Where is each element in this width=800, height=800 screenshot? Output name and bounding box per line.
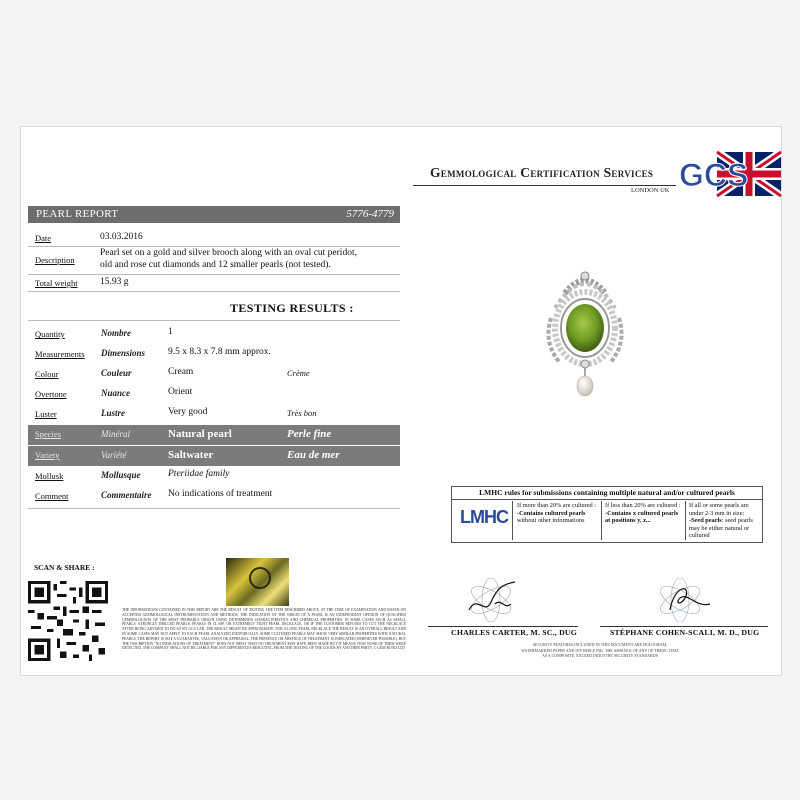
security-note: SECURITY FEATURES INCLUDED IN THIS DOCUMENT ARE HOLOGRAM, WATERMARKED PAPER AND INVISIBLE INK. THE ABSENCE OF ANY OF THESE, THAT AS A COMPOSITE, EXCEED INDUSTRY SECURITY STANDARDS [521,642,679,658]
lmhc-logo-text: LMHC [460,507,508,527]
row-divider [28,508,400,509]
signature-left [455,574,535,624]
report-title: PEARL REPORT [36,208,119,220]
mollusk-label: Mollusk [35,471,64,481]
overtone-label: Overtone [35,389,67,399]
row-divider [28,246,400,247]
quantity-fr-label: Nombre [101,328,131,338]
lmhc-col-3 [686,501,762,540]
signatory-right: STÉPHANE COHEN-SCALI, M. D., DUG [610,628,760,637]
lmhc-col1-condition: If more than 20% are cultured : [517,502,597,509]
measurements-value: 9.5 x 8.3 x 7.8 mm approx. [168,347,271,357]
date-value: 03.03.2016 [100,232,143,242]
colour-value-fr: Crème [287,368,310,378]
luster-value: Very good [168,407,208,417]
qr-code[interactable] [28,581,108,661]
luster-label: Luster [35,409,57,419]
description-line-1: Pearl set on a gold and silver brooch along with an oval cut peridot, [100,248,357,258]
species-fr-label: Minéral [101,429,130,439]
lmhc-col1-result: -Contains cultured pearls [517,509,586,517]
report-header-bar [28,206,400,223]
comment-label: Comment [35,491,69,501]
variety-value-fr: Eau de mer [287,449,340,461]
disclaimer-text: THE INFORMATIONS CONTAINED IN THIS REPORT ARE THE RESULT OF TESTING THE ITEM DESCRIBED ABOVE, AT THE TIME OF EXAMINATION AND BASED ON ACCEPTED GEMMOLOGICAL INSTRUMENTATION AND METHODS. THE INDICATION OF THE ORIGIN OF A PEARL IS AN INDEPENDENT OPINION OF QUALIFIED GEMMOLOGISTS OF THE MOST PROBABLE ORIGIN USING DETERMINED CHARACTERISTICS AND CHEMICAL PROPERTIES. IN SOME CASES SUCH AS SMALL PEARLS, STRONGLY DRILLED PEARLS, PEARLS IN CLASP, OR EXTREMELY TIGHT PEARL NECKLACE, OR IF THE CUSTOMER REFUSES TO CUT THE NECKLACE AFTER BEING ADVISED TO DO SO BY GCS LAB, THE RESULT MIGHT BE APPROXIMATE. FOR A LONG PEARL NECKLACE THE RESULT IS AN OVERALL RESULT AND IN SOME CASES MAY NOT APPLY TO EACH PEARL ANALYZED INDIVIDUALLY. SOME CULTURED PEARLS MAY SHOW VERY SIMILAR PROPERTIES WITH NATURAL PEARLS. THE REPORT IS NOT A GUARANTEE, VALUATION OR APPRAISAL. THE PRESENCE OR ABSENCE OF TREATMENT IS INDICATED (WHENEVER POSSIBLE), BUT THE INSCRIPTION "NO INDICATIONS OF TREATMENT" DOES NOT IMPLY THAT NO TREATMENT MAY HAVE BEEN MADE BUT IT MEANS THAT NONE OF THEM WERE DETECTED. THE COMPANY SHALL NOT BE LIABLE FOR ANY DIFFERENCES RESULTING FROM THE TESTING OF THE GOODS BY ANOTHER PARTY. © GEM ROAD LTD [122,608,406,651]
signature-line-left [428,626,578,627]
colour-fr-label: Couleur [101,368,132,378]
lmhc-col3-result: -Seed pearls [689,517,722,525]
row-divider [28,274,400,275]
comment-fr-label: Commentaire [101,490,152,500]
brooch-photo [535,258,635,408]
date-label: Date [35,233,52,243]
species-value-fr: Perle fine [287,428,332,440]
overtone-value: Orient [168,387,193,397]
luster-fr-label: Lustre [101,408,126,418]
variety-fr-label: Variété [101,450,127,460]
quantity-value: 1 [168,327,173,337]
species-value: Natural pearl [168,428,232,440]
lmhc-col2-condition: If less than 20% are cultured : [605,502,681,509]
colour-value: Cream [168,367,194,377]
lmhc-col-2 [602,501,686,540]
luster-value-fr: Très bon [287,408,317,418]
mollusk-fr-label: Mollusque [101,470,141,480]
row-divider [28,291,400,292]
variety-value: Saltwater [168,449,214,461]
comment-value: No indications of treatment [168,489,273,499]
lmhc-col-1 [514,501,602,540]
description-line-2: old and rose cut diamonds and 12 smaller pearls (not tested). [100,260,331,270]
overtone-fr-label: Nuance [101,388,130,398]
report-number: 5776-4779 [346,208,394,220]
lmhc-title: LMHC rules for submissions containing multiple natural and/or cultured pearls [452,487,762,500]
colour-label: Colour [35,369,59,379]
species-label: Species [35,429,61,439]
hologram-rose-icon [249,567,271,589]
species-row [28,425,400,445]
company-name: Gemmological Certification Services [430,165,654,180]
measurements-label: Measurements [35,349,85,359]
signatory-left: CHARLES CARTER, M. SC., DUG [451,628,577,637]
lmhc-col3-condition: If all or some pearls are under 2-3 mm in size: [689,502,749,517]
lmhc-col1-note: without other informations [517,517,585,525]
variety-label: Variety [35,450,60,460]
variety-row [28,446,400,466]
measurements-fr-label: Dimensions [101,348,146,358]
weight-label: Total weight [35,278,78,288]
description-label: Description [35,255,75,265]
lmhc-logo [454,501,513,540]
signature-right [640,574,720,624]
lmhc-col2-result: -Contains x cultured pearls at positions y, z... [605,509,679,525]
logo-text: GCS [679,157,749,193]
gcs-flag-logo [677,150,783,198]
testing-results-title: TESTING RESULTS : [230,301,354,315]
company-location: LONDON UK [631,187,670,194]
row-divider [28,320,400,321]
mollusk-value: Pteriidae family [168,469,230,479]
signature-line-right [600,626,768,627]
lmhc-rules-box [451,486,763,543]
quantity-label: Quantity [35,329,65,339]
weight-value: 15.93 g [100,277,129,287]
lmhc-col3-note: : seed pearls may be either natural or cultured [689,517,753,540]
scan-share-label: SCAN & SHARE : [34,563,95,572]
header-rule [413,185,676,186]
